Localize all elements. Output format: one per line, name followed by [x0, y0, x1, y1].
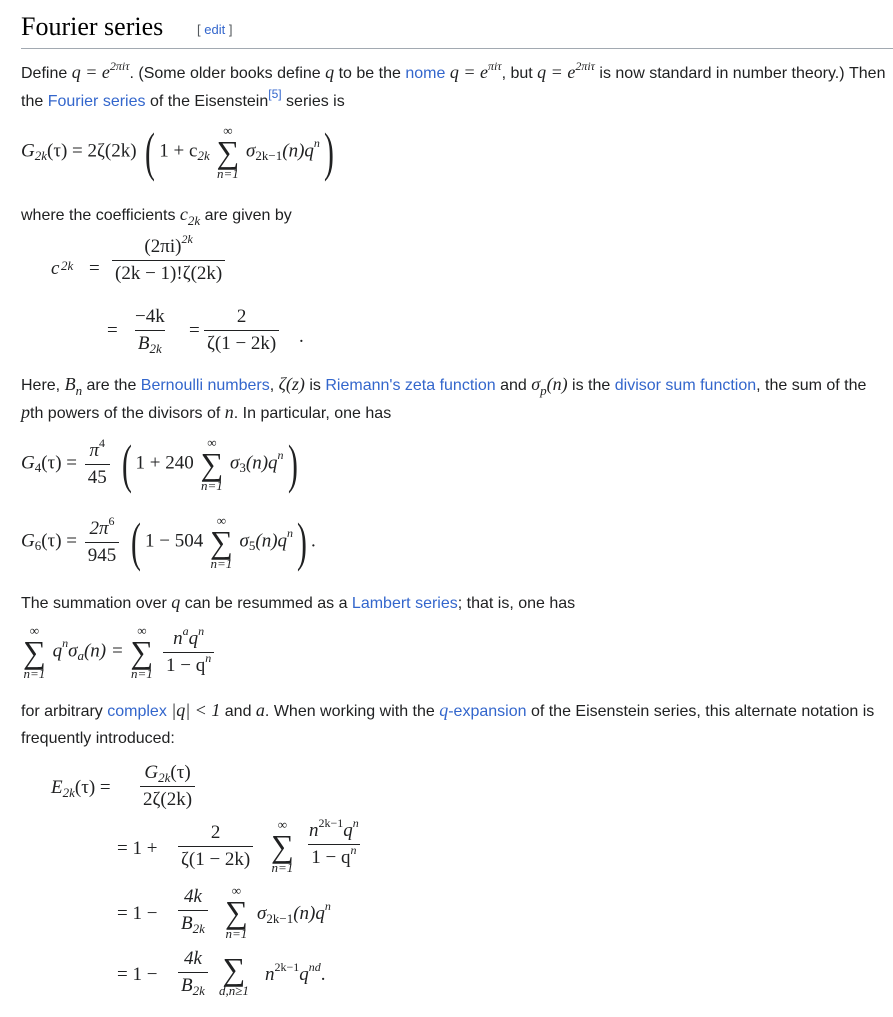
paragraph-coefficients: where the coefficients $c_{2k}$ are given by	[21, 204, 292, 228]
equation-g4: $G_4(\tau)$ = $\frac{\pi^4}{45}$ ( 1 + 240 ∞ ∑ n=1 $\sigma_3(n)q^n$)	[21, 434, 298, 494]
equation-lambert: ∞ ∑ n=1 $q^n\sigma_a(n)$ = ∞ ∑ n=1 $\frac{n^aq^n}{1 - q^n}$	[21, 624, 217, 680]
link-riemann-zeta[interactable]: Riemann's zeta function	[325, 377, 496, 394]
edit-section	[197, 22, 232, 37]
equation-g2k: $G_{2k}(\tau) = 2\zeta(2k)$ ( $1 + c_{2k}$ ∞ ∑ n=1 $\sigma_{2k-1}(n)q^n$)	[21, 122, 334, 182]
equation-e2k: $E_{2k}(\tau)$ = $\frac{G_{2k}(\tau)}{2\zeta(2k)}$ = 1 + $\frac{2}{\zeta(1 - 2k)}$ ∞ ∑ n=1 $\frac{n^{2k-1}q^n}{1 - q^n}$ = 1 − $\frac{4k}{B_{2k}}$ ∞ ∑ n=1 $\sigma_{2k-1}(n)q^n$ = 1 − $\frac{4k}{B_{2k}}$ ∑ d,n≥1 $n^{2k-1}q^{nd}$.	[51, 762, 359, 998]
equation-g6: $G_6(\tau)$ = $\frac{2\pi^6}{945}$ ( 1 − 504 ∞ ∑ n=1 $\sigma_5(n)q^n$) .	[21, 512, 316, 572]
link-bernoulli-numbers[interactable]: Bernoulli numbers	[140, 377, 270, 394]
reference-5[interactable]: [5]	[268, 87, 282, 101]
link-q-expansion[interactable]: q-expansion	[439, 700, 527, 720]
section-title: Fourier series	[21, 12, 164, 41]
paragraph-arbitrary: for arbitrary complex |q| < 1 and a. When working with the q-expansion of the Eisenstein series, this alternate notation is frequently introduced:	[21, 700, 875, 747]
paragraph-summation: The summation over q can be resummed as a Lambert series; that is, one has	[21, 592, 576, 612]
link-fourier-series[interactable]: Fourier series	[47, 93, 146, 110]
paragraph-here: Here, $B_n$ are the Bernoulli numbers, ζ(z) is Riemann's zeta function and $\sigma_p(n)$ is the divisor sum function, the sum of the pth powers of the divisors of n. In particular, one has	[21, 374, 867, 422]
section-heading	[21, 10, 893, 49]
edit-bracket-open: [	[197, 22, 201, 37]
link-lambert-series[interactable]: Lambert series	[351, 595, 458, 612]
paragraph-define-q: Define $q = e^{2\pi i\tau}$. (Some older books define q to be the nome $q = e^{\pi i\tau}$, but $q = e^{2\pi i\tau}$ is now standard in number theory.) Then the Fourier series of the Eisenstein[5] series is	[21, 59, 886, 110]
link-complex[interactable]: complex	[107, 703, 167, 720]
edit-bracket-close: ]	[228, 22, 233, 37]
edit-link[interactable]: edit	[204, 22, 226, 37]
link-divisor-sum[interactable]: divisor sum function	[614, 377, 757, 394]
link-nome[interactable]: nome	[405, 65, 446, 82]
